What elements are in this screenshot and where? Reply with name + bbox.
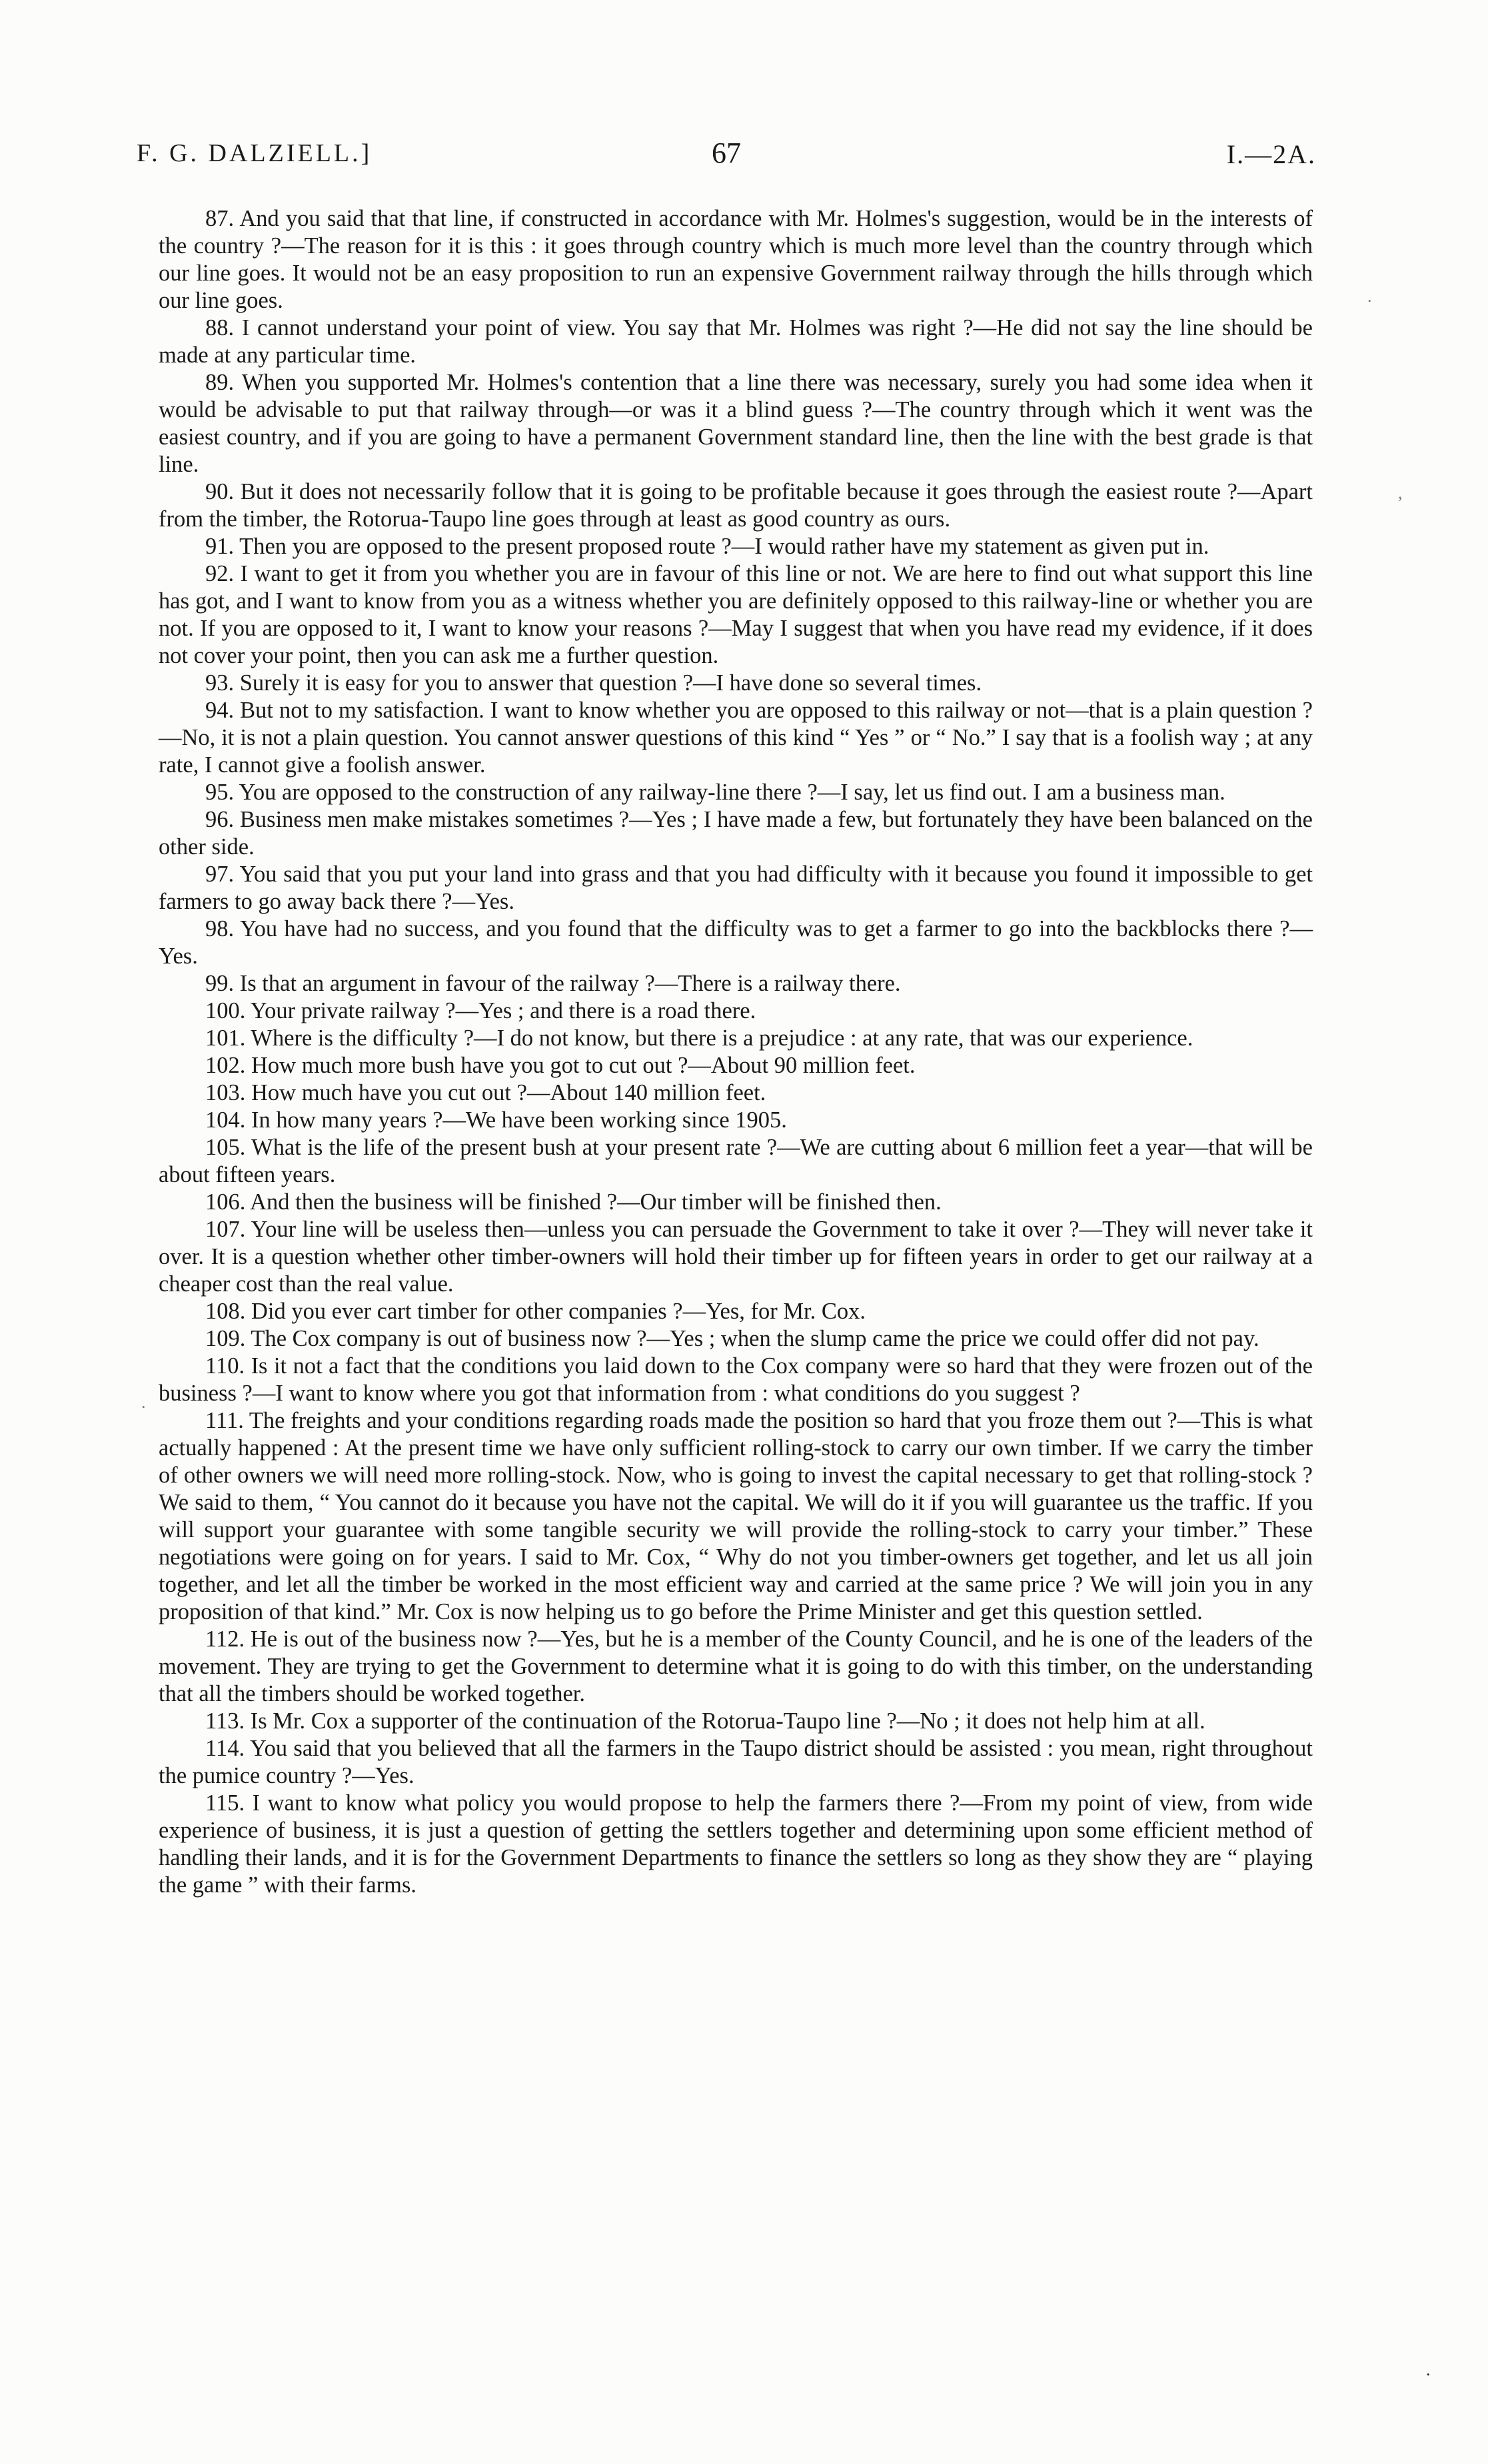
paragraph-112: 112. He is out of the business now ?—Yes, but he is a member of the County Council, and he is one of the leaders of the movement. They are trying to get the Government to determine what it is going to do with this timber, on the understanding that all the timbers should be worked together.: [159, 1626, 1313, 1706]
paragraph-92: 92. I want to get it from you whether you are in favour of this line or not. We are here to find out what support this line has got, and I want to know from you as a witness whether you are definitely opposed to this railway-line or whether you are not. If you are opposed to it, I want to know your reasons ?—May I suggest that when you have read my evidence, if it does not cover your point, then you can ask me a further question.: [159, 561, 1313, 668]
paragraph-93: 93. Surely it is easy for you to answer that question ?—I have done so several times.: [205, 670, 982, 696]
paragraph-110: 110. Is it not a fact that the conditions you laid down to the Cox company were so hard that they were frozen out of the business ?—I want to know where you got that information from : what conditions do you suggest ?: [159, 1353, 1313, 1406]
paragraph-91: 91. Then you are opposed to the present proposed route ?—I would rather have my statement as given put in.: [205, 534, 1209, 559]
paragraph-99: 99. Is that an argument in favour of the railway ?—There is a railway there.: [205, 971, 901, 996]
header-witness-name: F. G. DALZIELL.]: [137, 139, 372, 167]
paragraph-89: 89. When you supported Mr. Holmes's contention that a line there was necessary, surely you had some idea when it would be advisable to put that railway through—or was it a blind guess ?—The country through which it went was the easiest country, and if you are going to have a permanent Government standard line, then the line with the best grade is that line.: [159, 370, 1313, 477]
paragraph-108: 108. Did you ever cart timber for other companies ?—Yes, for Mr. Cox.: [205, 1299, 866, 1324]
paragraph-114: 114. You said that you believed that all the farmers in the Taupo district should be assisted : you mean, right throughout the pumice country ?—Yes.: [159, 1736, 1313, 1788]
paragraph-115: 115. I want to know what policy you would propose to help the farmers there ?—From my point of view, from wide experience of business, it is just a question of getting the settlers together and determining upon some efficient method of handling their lands, and it is for the Government Departments to finance the settlers so long as they show they are “ playing the game ” with their farms.: [159, 1790, 1313, 1898]
paragraph-106: 106. And then the business will be finished ?—Our timber will be finished then.: [205, 1189, 942, 1215]
paragraph-107: 107. Your line will be useless then—unless you can persuade the Government to take it over ?—They will never take it over. It is a question whether other timber-owners will hold their timber up for fifteen years in order to get our railway at a cheaper cost than the real value.: [159, 1217, 1313, 1297]
paragraph-100: 100. Your private railway ?—Yes ; and there is a road there.: [205, 998, 756, 1023]
scan-speck: ,: [1398, 483, 1403, 502]
paragraph-105: 105. What is the life of the present bush at your present rate ?—We are cutting about 6 million feet a year—that will be about fifteen years.: [159, 1135, 1313, 1187]
page-header: [137, 139, 1316, 179]
paragraph-102: 102. How much more bush have you got to cut out ?—About 90 million feet.: [205, 1053, 916, 1078]
scan-speck: .: [1426, 2360, 1431, 2379]
paragraph-87: 87. And you said that that line, if constructed in accordance with Mr. Holmes's suggestion, would be in the interests of the country ?—The reason for it is this : it goes through country which is much more level than the country through which our line goes. It would not be an easy proposition to run an expensive Government railway through the hills through which our line goes.: [159, 206, 1313, 313]
page-number: 67: [712, 137, 741, 169]
paragraph-101: 101. Where is the difficulty ?—I do not know, but there is a prejudice : at any rate, that was our experience.: [205, 1025, 1193, 1051]
paragraph-97: 97. You said that you put your land into grass and that you had difficulty with it because you found it impossible to get farmers to go away back there ?—Yes.: [159, 862, 1313, 914]
body-text: [159, 205, 1313, 1899]
scan-speck: .: [1367, 287, 1372, 306]
paragraph-111: 111. The freights and your conditions regarding roads made the position so hard that you froze them out ?—This is what actually happened : At the present time we have only sufficient rolling-stock to carry our own timber. If we carry the timber of other owners we will need more rolling-stock. Now, who is going to invest the capital necessary to get that rolling-stock ? We said to them, “ You cannot do it because you have not the capital. We will do it if you will guarantee us the traffic. If you will support your guarantee with some tangible security we will provide the rolling-stock to carry your timber.” These negotiations were going on for years. I said to Mr. Cox, “ Why do not you timber-owners get together, and let us all join together, and let all the timber be worked in the most efficient way and carried at the same price ? We will join you in any proposition of that kind.” Mr. Cox is now helping us to go before the Prime Minister and get this question settled.: [159, 1408, 1313, 1624]
paragraph-98: 98. You have had no success, and you found that the difficulty was to get a farmer to go into the backblocks there ?—Yes.: [159, 916, 1313, 969]
paragraph-109: 109. The Cox company is out of business now ?—Yes ; when the slump came the price we could offer did not pay.: [205, 1326, 1259, 1351]
paragraph-88: 88. I cannot understand your point of view. You say that Mr. Holmes was right ?—He did not say the line should be made at any particular time.: [159, 315, 1313, 368]
paragraph-95: 95. You are opposed to the construction of any railway-line there ?—I say, let us find out. I am a business man.: [205, 780, 1225, 805]
paragraph-104: 104. In how many years ?—We have been working since 1905.: [205, 1107, 787, 1133]
document-reference: I.—2A.: [1226, 139, 1316, 169]
paragraph-113: 113. Is Mr. Cox a supporter of the continuation of the Rotorua-Taupo line ?—No ; it does not help him at all.: [205, 1708, 1205, 1734]
scan-speck: .: [141, 1393, 146, 1412]
paragraph-96: 96. Business men make mistakes sometimes ?—Yes ; I have made a few, but fortunately they have been balanced on the other side.: [159, 807, 1313, 860]
paragraph-94: 94. But not to my satisfaction. I want to know whether you are opposed to this railway or not—that is a plain question ?—No, it is not a plain question. You cannot answer questions of this kind “ Yes ” or “ No.” I say that is a foolish way ; at any rate, I cannot give a foolish answer.: [159, 698, 1313, 778]
paragraph-103: 103. How much have you cut out ?—About 140 million feet.: [205, 1080, 766, 1105]
paragraph-90: 90. But it does not necessarily follow that it is going to be profitable because it goes through the easiest route ?—Apart from the timber, the Rotorua-Taupo line goes through at least as good country as ours.: [159, 479, 1313, 532]
